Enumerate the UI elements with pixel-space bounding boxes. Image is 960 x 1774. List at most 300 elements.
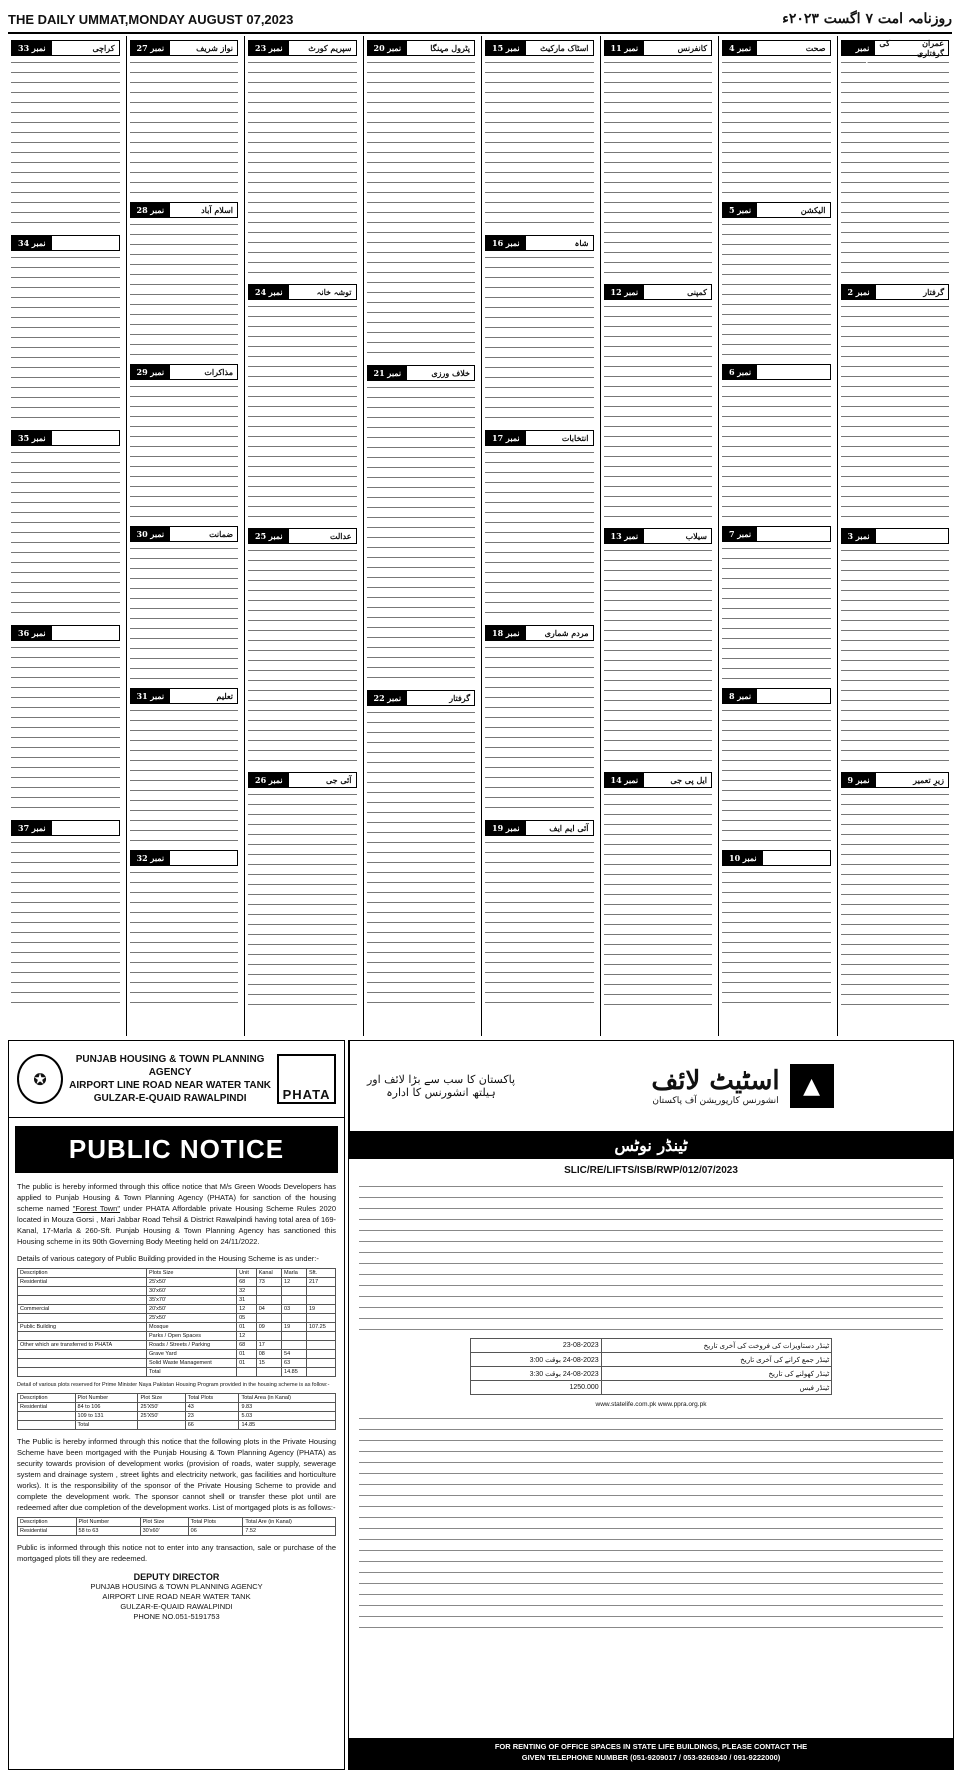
table-cell: [306, 1314, 335, 1323]
news-item-title: سیلاب: [685, 531, 707, 541]
news-item-title: سپریم کورٹ: [308, 43, 352, 53]
table-cell: 25'X50': [138, 1412, 185, 1421]
news-item-header: [722, 688, 831, 704]
punjab-emblem-icon: ✪: [17, 1054, 63, 1104]
table-cell: Total: [75, 1421, 138, 1430]
news-item-number: نمبر 10: [723, 851, 763, 865]
news-item-header: [485, 625, 594, 641]
news-item-body: [248, 791, 357, 1012]
news-item-header: [248, 528, 357, 544]
table-cell: 12: [237, 1332, 257, 1341]
news-item-number: نمبر 20: [368, 41, 408, 55]
news-item-number: نمبر 37: [12, 821, 52, 835]
table-cell: 19: [306, 1305, 335, 1314]
tender-terms-text: [349, 1414, 953, 1634]
table-cell: Parks / Open Spaces: [147, 1332, 237, 1341]
tender-schedule-table: [470, 1338, 832, 1395]
table-header-cell: Total Plots: [185, 1394, 239, 1403]
table-header-cell: Plot Size: [138, 1394, 185, 1403]
table-cell: 73: [256, 1278, 281, 1287]
notice-intro: The public is hereby informed through this office notice that M/s Green Woods Developers has applied to Punjab Housing & Town Planning Agency (PHATA) for sanction of the housing scheme named "Forest Town" under PHATA Affordable private Housing Scheme Rules 2020 located in Mouza Gorsi , Mari Jabbar Road Tehsil & District Rawalpindi having total area of 169-Kanal, 17-Marla & 260-Sft. Punjab Housing & Town Planning Agency has sanctioned this Housing scheme in its 90th Governing Body Meeting held on 24/11/2022.: [17, 1182, 336, 1246]
news-item-body: [485, 59, 594, 231]
news-item-number: نمبر 9: [842, 773, 876, 787]
table-cell: 32: [237, 1287, 257, 1296]
news-item-body: [367, 709, 476, 1011]
signature-block: DEPUTY DIRECTOR PUNJAB HOUSING & TOWN PLANNING AGENCY AIRPORT LINE ROAD NEAR WATER TANK GULZAR-E-QUAID RAWALPINDI PHONE NO.051-5191753: [90, 1572, 263, 1621]
news-item-number: نمبر 15: [486, 41, 526, 55]
table-row: [18, 1421, 336, 1430]
news-item-header: [604, 772, 713, 788]
mortgaged-plots-table: [17, 1517, 336, 1536]
table-cell: [256, 1314, 281, 1323]
news-item-body: [130, 707, 239, 846]
news-item-body: [11, 839, 120, 1011]
news-item-body: [248, 59, 357, 280]
news-item-header: [604, 528, 713, 544]
news-item-number: نمبر 7: [723, 527, 757, 541]
table-cell: 08: [256, 1350, 281, 1359]
table-header-cell: Total Are (in Kanal): [243, 1518, 336, 1527]
news-item-title: گرفتار: [449, 693, 470, 703]
table-cell: [18, 1412, 76, 1421]
news-item-title: شاہ: [574, 238, 589, 248]
table-cell: [18, 1350, 147, 1359]
news-item-header: [722, 850, 831, 866]
statelife-mark-icon: ▲: [790, 1064, 834, 1108]
news-columns: [8, 36, 952, 1036]
news-item-header: [485, 235, 594, 251]
table-cell: 15: [256, 1359, 281, 1368]
table-cell: 01: [237, 1350, 257, 1359]
table-cell: 19: [282, 1323, 307, 1332]
public-building-table: [17, 1268, 336, 1377]
table-cell: Residential: [18, 1403, 76, 1412]
phata-logo: PHATA: [277, 1054, 336, 1104]
news-item-title: عمران کی گرفتاری: [879, 38, 944, 58]
news-item-title: اسلام آباد: [201, 205, 233, 215]
npph-heading: Detail of various plots reserved for Prime Minister Naya Pakistan Housing Program provided in the housing scheme is as follow:-: [17, 1382, 330, 1388]
news-item-title: صحت: [805, 43, 826, 53]
schedule-cell: ٹینڈر دستاویزات کی فروخت کی آخری تاریخ: [601, 1339, 832, 1353]
table-cell: [282, 1332, 307, 1341]
table-cell: 7.52: [243, 1527, 336, 1536]
news-item-number: نمبر 25: [249, 529, 289, 543]
news-item-title: ضمانت: [209, 529, 233, 539]
table-header-cell: Description: [18, 1394, 76, 1403]
news-item-body: [367, 59, 476, 361]
table-cell: 25'x50': [147, 1278, 237, 1287]
news-item-header: [841, 528, 950, 544]
news-item-header: [367, 690, 476, 706]
news-item-body: [130, 545, 239, 684]
news-item-number: نمبر 23: [249, 41, 289, 55]
table-row: [18, 1287, 336, 1296]
table-cell: [306, 1341, 335, 1350]
news-item-header: [130, 40, 239, 56]
table-row: [18, 1412, 336, 1421]
news-item-body: [604, 59, 713, 280]
table-header-cell: Description: [18, 1518, 77, 1527]
news-item-header: [722, 202, 831, 218]
table-cell: 9.83: [239, 1403, 336, 1412]
table-cell: [18, 1332, 147, 1341]
news-item-number: نمبر 21: [368, 366, 408, 380]
table-row: [18, 1332, 336, 1341]
news-item-number: نمبر 35: [12, 431, 52, 445]
news-item-number: نمبر 8: [723, 689, 757, 703]
news-item-header: [248, 284, 357, 300]
schedule-row: [470, 1381, 831, 1395]
tender-notice-banner: ٹینڈر نوٹس: [349, 1132, 953, 1159]
news-item-header: [130, 202, 239, 218]
news-item-header: [11, 625, 120, 641]
news-item-body: [722, 383, 831, 522]
news-item-body: [604, 791, 713, 1012]
news-item-body: [11, 254, 120, 426]
news-item-body: [11, 644, 120, 816]
table-cell: [18, 1314, 147, 1323]
table-cell: 68: [237, 1341, 257, 1350]
news-item-body: [722, 545, 831, 684]
news-item-header: [841, 772, 950, 788]
news-item-header: [11, 820, 120, 836]
table-cell: [18, 1421, 76, 1430]
schedule-cell: 24-08-2023 بوقت 3:00: [470, 1353, 601, 1367]
news-item-header: [485, 40, 594, 56]
schedule-cell: ٹینڈر کھولنے کی تاریخ: [601, 1367, 832, 1381]
news-item-number: نمبر 33: [12, 41, 52, 55]
table-cell: 01: [237, 1323, 257, 1332]
table-row: [18, 1314, 336, 1323]
news-item-header: [130, 688, 239, 704]
table-cell: 43: [185, 1403, 239, 1412]
news-item-number: نمبر 28: [131, 203, 171, 217]
table-cell: [256, 1332, 281, 1341]
statelife-footer: FOR RENTING OF OFFICE SPACES IN STATE LIFE BUILDINGS, PLEASE CONTACT THE GIVEN TELEPHONE NUMBER (051-9209017 / 053-9260340 / 091-9222000): [349, 1738, 953, 1769]
news-item-header: [11, 235, 120, 251]
table-cell: 14.85: [239, 1421, 336, 1430]
table-cell: 31: [237, 1296, 257, 1305]
table-cell: [306, 1332, 335, 1341]
news-item-header: [722, 40, 831, 56]
news-item-body: [248, 303, 357, 524]
news-item-header: [367, 365, 476, 381]
tender-body-text: [349, 1182, 953, 1332]
table-cell: 30'x60': [147, 1287, 237, 1296]
news-item-header: [11, 430, 120, 446]
table-row: [18, 1305, 336, 1314]
table-cell: [18, 1359, 147, 1368]
table-cell: [18, 1287, 147, 1296]
table-header-cell: Kanal: [256, 1269, 281, 1278]
schedule-row: [470, 1367, 831, 1381]
table-header-cell: Plot Size: [140, 1518, 188, 1527]
news-item-header: [11, 40, 120, 56]
news-item-number: نمبر 3: [842, 529, 876, 543]
table-row: [18, 1350, 336, 1359]
table-cell: 23: [185, 1412, 239, 1421]
news-item-title: اسٹاک مارکیٹ: [540, 43, 589, 53]
masthead-urdu: روزنامہ امت ۷ اگست ۲۰۲۳ء: [782, 11, 952, 27]
news-item-number: نمبر 2: [842, 285, 876, 299]
table-cell: 58 to 63: [76, 1527, 140, 1536]
table-cell: [138, 1421, 185, 1430]
table-cell: [282, 1341, 307, 1350]
table-cell: Roads / Streets / Parking: [147, 1341, 237, 1350]
news-item-number: نمبر 13: [605, 529, 645, 543]
news-item-header: [367, 40, 476, 56]
table-cell: 20'x50': [147, 1305, 237, 1314]
news-item-header: [722, 364, 831, 380]
statelife-tagline: پاکستان کا سب سے بڑا لائف اور ہیلتھ انشورنس کا ادارہ: [349, 1041, 532, 1131]
news-item-number: نمبر 32: [131, 851, 171, 865]
table-header-cell: Sft.: [306, 1269, 335, 1278]
table-cell: [306, 1350, 335, 1359]
table-cell: [306, 1359, 335, 1368]
table-cell: 05: [237, 1314, 257, 1323]
news-item-body: [722, 59, 831, 198]
table-cell: 12: [237, 1305, 257, 1314]
table-cell: Commercial: [18, 1305, 147, 1314]
news-item-body: [485, 644, 594, 816]
statelife-logo: [532, 1041, 953, 1131]
table-cell: [282, 1314, 307, 1323]
table-cell: Total: [147, 1368, 237, 1377]
table-cell: 84 to 106: [75, 1403, 138, 1412]
news-item-title: خلاف ورزی: [431, 368, 470, 378]
table-cell: 109 to 131: [75, 1412, 138, 1421]
news-item-title: آئی جی: [325, 775, 352, 785]
news-column-7: [126, 36, 242, 1036]
table-cell: [282, 1296, 307, 1305]
news-item-body: [841, 303, 950, 524]
phata-title: PUNJAB HOUSING & TOWN PLANNING AGENCY AIRPORT LINE ROAD NEAR WATER TANK GULZAR-E-QUAID RAWALPINDI: [69, 1054, 272, 1104]
table-header-cell: Description: [18, 1269, 147, 1278]
table-cell: 35'x70': [147, 1296, 237, 1305]
table-cell: 06: [188, 1527, 243, 1536]
news-item-body: [11, 59, 120, 231]
table-cell: Residential: [18, 1527, 77, 1536]
news-item-number: نمبر 14: [605, 773, 645, 787]
news-item-body: [604, 547, 713, 768]
news-item-number: نمبر 12: [605, 285, 645, 299]
news-item-header: [604, 40, 713, 56]
news-item-body: [722, 707, 831, 846]
table-cell: 09: [256, 1323, 281, 1332]
schedule-cell: 24-08-2023 بوقت 3:30: [470, 1367, 601, 1381]
table-cell: 107.25: [306, 1323, 335, 1332]
schedule-row: [470, 1339, 831, 1353]
table-header-cell: Unit: [237, 1269, 257, 1278]
table-cell: [256, 1296, 281, 1305]
news-item-header: [841, 38, 950, 67]
table-cell: 5.03: [239, 1412, 336, 1421]
news-item-title: توشہ خانہ: [316, 287, 352, 297]
news-item-header: [722, 526, 831, 542]
table-row: [18, 1278, 336, 1287]
news-item-body: [722, 869, 831, 1008]
news-item-body: [130, 383, 239, 522]
statelife-name: اسٹیٹ لائف: [651, 1066, 780, 1096]
news-item-header: [604, 284, 713, 300]
phata-public-notice: [8, 1040, 345, 1770]
tender-reference: SLIC/RE/LIFTS/ISB/RWP/012/07/2023: [564, 1165, 738, 1176]
table-cell: [306, 1296, 335, 1305]
phata-header: [9, 1041, 344, 1118]
news-item-title: نواز شریف: [196, 43, 233, 53]
table-cell: 54: [282, 1350, 307, 1359]
table-cell: 04: [256, 1305, 281, 1314]
details-heading: Details of various category of Public Building provided in the Housing Scheme is as under:-: [17, 1254, 319, 1263]
news-item-title: کراچی: [92, 43, 115, 53]
table-cell: 12: [282, 1278, 307, 1287]
news-item-body: [604, 303, 713, 524]
closing-paragraph: Public is informed through this notice not to enter into any transaction, sale or purchase of the mortgaged plots till they are redeemed.: [17, 1543, 336, 1563]
news-item-body: [841, 547, 950, 768]
news-column-5: [363, 36, 479, 1036]
table-header-cell: Marla: [282, 1269, 307, 1278]
news-item-title: گرفتار: [923, 287, 944, 297]
news-item-title: تعلیم: [216, 691, 233, 701]
table-cell: Mosque: [147, 1323, 237, 1332]
table-cell: 03: [282, 1305, 307, 1314]
news-item-title: زیرِ تعمیر: [913, 775, 944, 785]
news-item-number: نمبر 4: [723, 41, 757, 55]
news-item-number: نمبر 26: [249, 773, 289, 787]
news-item-body: [841, 59, 950, 280]
news-item-number: نمبر 18: [486, 626, 526, 640]
table-row: [18, 1323, 336, 1332]
news-item-number: نمبر 16: [486, 236, 526, 250]
news-item-body: [367, 384, 476, 686]
table-cell: Solid Waste Management: [147, 1359, 237, 1368]
table-cell: 17: [256, 1341, 281, 1350]
table-cell: [256, 1368, 281, 1377]
news-item-number: نمبر 27: [131, 41, 171, 55]
news-item-header: [841, 284, 950, 300]
news-item-header: [130, 850, 239, 866]
news-item-header: [485, 430, 594, 446]
table-cell: [256, 1287, 281, 1296]
news-item-number: نمبر 6: [723, 365, 757, 379]
news-item-body: [841, 791, 950, 1012]
table-cell: Public Building: [18, 1323, 147, 1332]
table-cell: 25'x50': [147, 1314, 237, 1323]
table-row: [18, 1403, 336, 1412]
table-cell: [306, 1287, 335, 1296]
table-cell: 66: [185, 1421, 239, 1430]
news-item-body: [130, 221, 239, 360]
table-cell: [18, 1296, 147, 1305]
tender-urls: www.statelife.com.pk www.ppra.org.pk: [595, 1401, 707, 1408]
news-item-body: [485, 254, 594, 426]
table-header-cell: Plots Size: [147, 1269, 237, 1278]
table-header-cell: Plot Number: [75, 1394, 138, 1403]
table-row: [18, 1296, 336, 1305]
news-item-number: نمبر 17: [486, 431, 526, 445]
news-item-header: [485, 820, 594, 836]
news-column-8: [8, 36, 123, 1036]
table-cell: 25'X50': [138, 1403, 185, 1412]
mortgage-paragraph: The Public is hereby informed through this notice that the following plots in the Private Housing Scheme have been mortgaged with the Punjab Housing & Town Planning Agency (PHATA) as security towards provision of development works (provision of roads, water supply, sewerage system and drainage system , street lights and electricity network, gas facilities and horticulture works). It is the responsibility of the sponsor of the Private Housing Scheme to provide and complete the development work. The sponsor cannot shell or transfer these plot until are redeemed after due completion of the development works. List of mortgaged plots is as follows:-: [17, 1437, 336, 1512]
table-cell: 01: [237, 1359, 257, 1368]
table-cell: [237, 1368, 257, 1377]
masthead-english: THE DAILY UMMAT,MONDAY AUGUST 07,2023: [8, 11, 294, 27]
schedule-cell: 23-08-2023: [470, 1339, 601, 1353]
news-item-number: نمبر 36: [12, 626, 52, 640]
npph-plots-table: [17, 1393, 336, 1430]
schedule-cell: ٹینڈر فیس: [601, 1381, 832, 1395]
table-row: [18, 1341, 336, 1350]
news-column-3: [600, 36, 716, 1036]
statelife-header: [349, 1041, 953, 1132]
news-item-number: نمبر 22: [368, 691, 408, 705]
table-cell: 217: [306, 1278, 335, 1287]
news-item-number: نمبر 5: [723, 203, 757, 217]
table-header-cell: Total Plots: [188, 1518, 243, 1527]
schedule-row: [470, 1353, 831, 1367]
table-cell: 68: [237, 1278, 257, 1287]
news-item-number: نمبر 19: [486, 821, 526, 835]
table-cell: Other which are transferred to PHATA: [18, 1341, 147, 1350]
masthead: [8, 6, 952, 34]
news-item-title: کانفرنس: [677, 43, 707, 53]
news-item-body: [722, 221, 831, 360]
table-cell: Grave Yard: [147, 1350, 237, 1359]
news-item-body: [11, 449, 120, 621]
table-cell: [18, 1368, 147, 1377]
news-item-title: مردم شماری: [544, 628, 589, 638]
table-cell: 14.85: [282, 1368, 307, 1377]
news-column-4: [481, 36, 597, 1036]
news-item-body: [485, 449, 594, 621]
news-column-1: [837, 36, 953, 1036]
news-column-6: [244, 36, 360, 1036]
table-header-cell: Total Area (in Kanal): [239, 1394, 336, 1403]
statelife-tender-notice: [348, 1040, 954, 1770]
news-item-title: کمپنی: [687, 287, 707, 297]
news-item-title: مذاکرات: [204, 367, 233, 377]
schedule-cell: 1250.000: [470, 1381, 601, 1395]
news-item-number: نمبر 29: [131, 365, 171, 379]
news-item-header: [130, 526, 239, 542]
schedule-cell: ٹینڈر جمع کرانے کی آخری تاریخ: [601, 1353, 832, 1367]
table-row: [18, 1359, 336, 1368]
table-header-cell: Plot Number: [76, 1518, 140, 1527]
news-item-title: عدالت: [330, 531, 352, 541]
news-item-number: نمبر 24: [249, 285, 289, 299]
table-cell: 30'x60': [140, 1527, 188, 1536]
news-item-body: [130, 869, 239, 1008]
public-notice-banner: PUBLIC NOTICE: [15, 1126, 338, 1173]
table-row: [18, 1368, 336, 1377]
news-item-number: نمبر 11: [605, 41, 645, 55]
news-item-title: آئی ایم ایف: [549, 823, 589, 833]
news-item-title: انتخابات: [561, 433, 589, 443]
table-row: [18, 1527, 336, 1536]
news-item-body: [485, 839, 594, 1011]
news-item-title: پٹرول مہنگا: [430, 43, 470, 53]
statelife-subname: انشورنس کارپوریشن آف پاکستان: [652, 1096, 779, 1106]
table-cell: Residential: [18, 1278, 147, 1287]
news-item-header: [248, 40, 357, 56]
table-cell: [306, 1368, 335, 1377]
news-item-number: نمبر 1: [842, 41, 876, 55]
news-item-title: ایل پی جی: [670, 775, 707, 785]
news-item-title: الیکشن: [800, 205, 826, 215]
news-item-number: نمبر 30: [131, 527, 171, 541]
news-item-header: [130, 364, 239, 380]
